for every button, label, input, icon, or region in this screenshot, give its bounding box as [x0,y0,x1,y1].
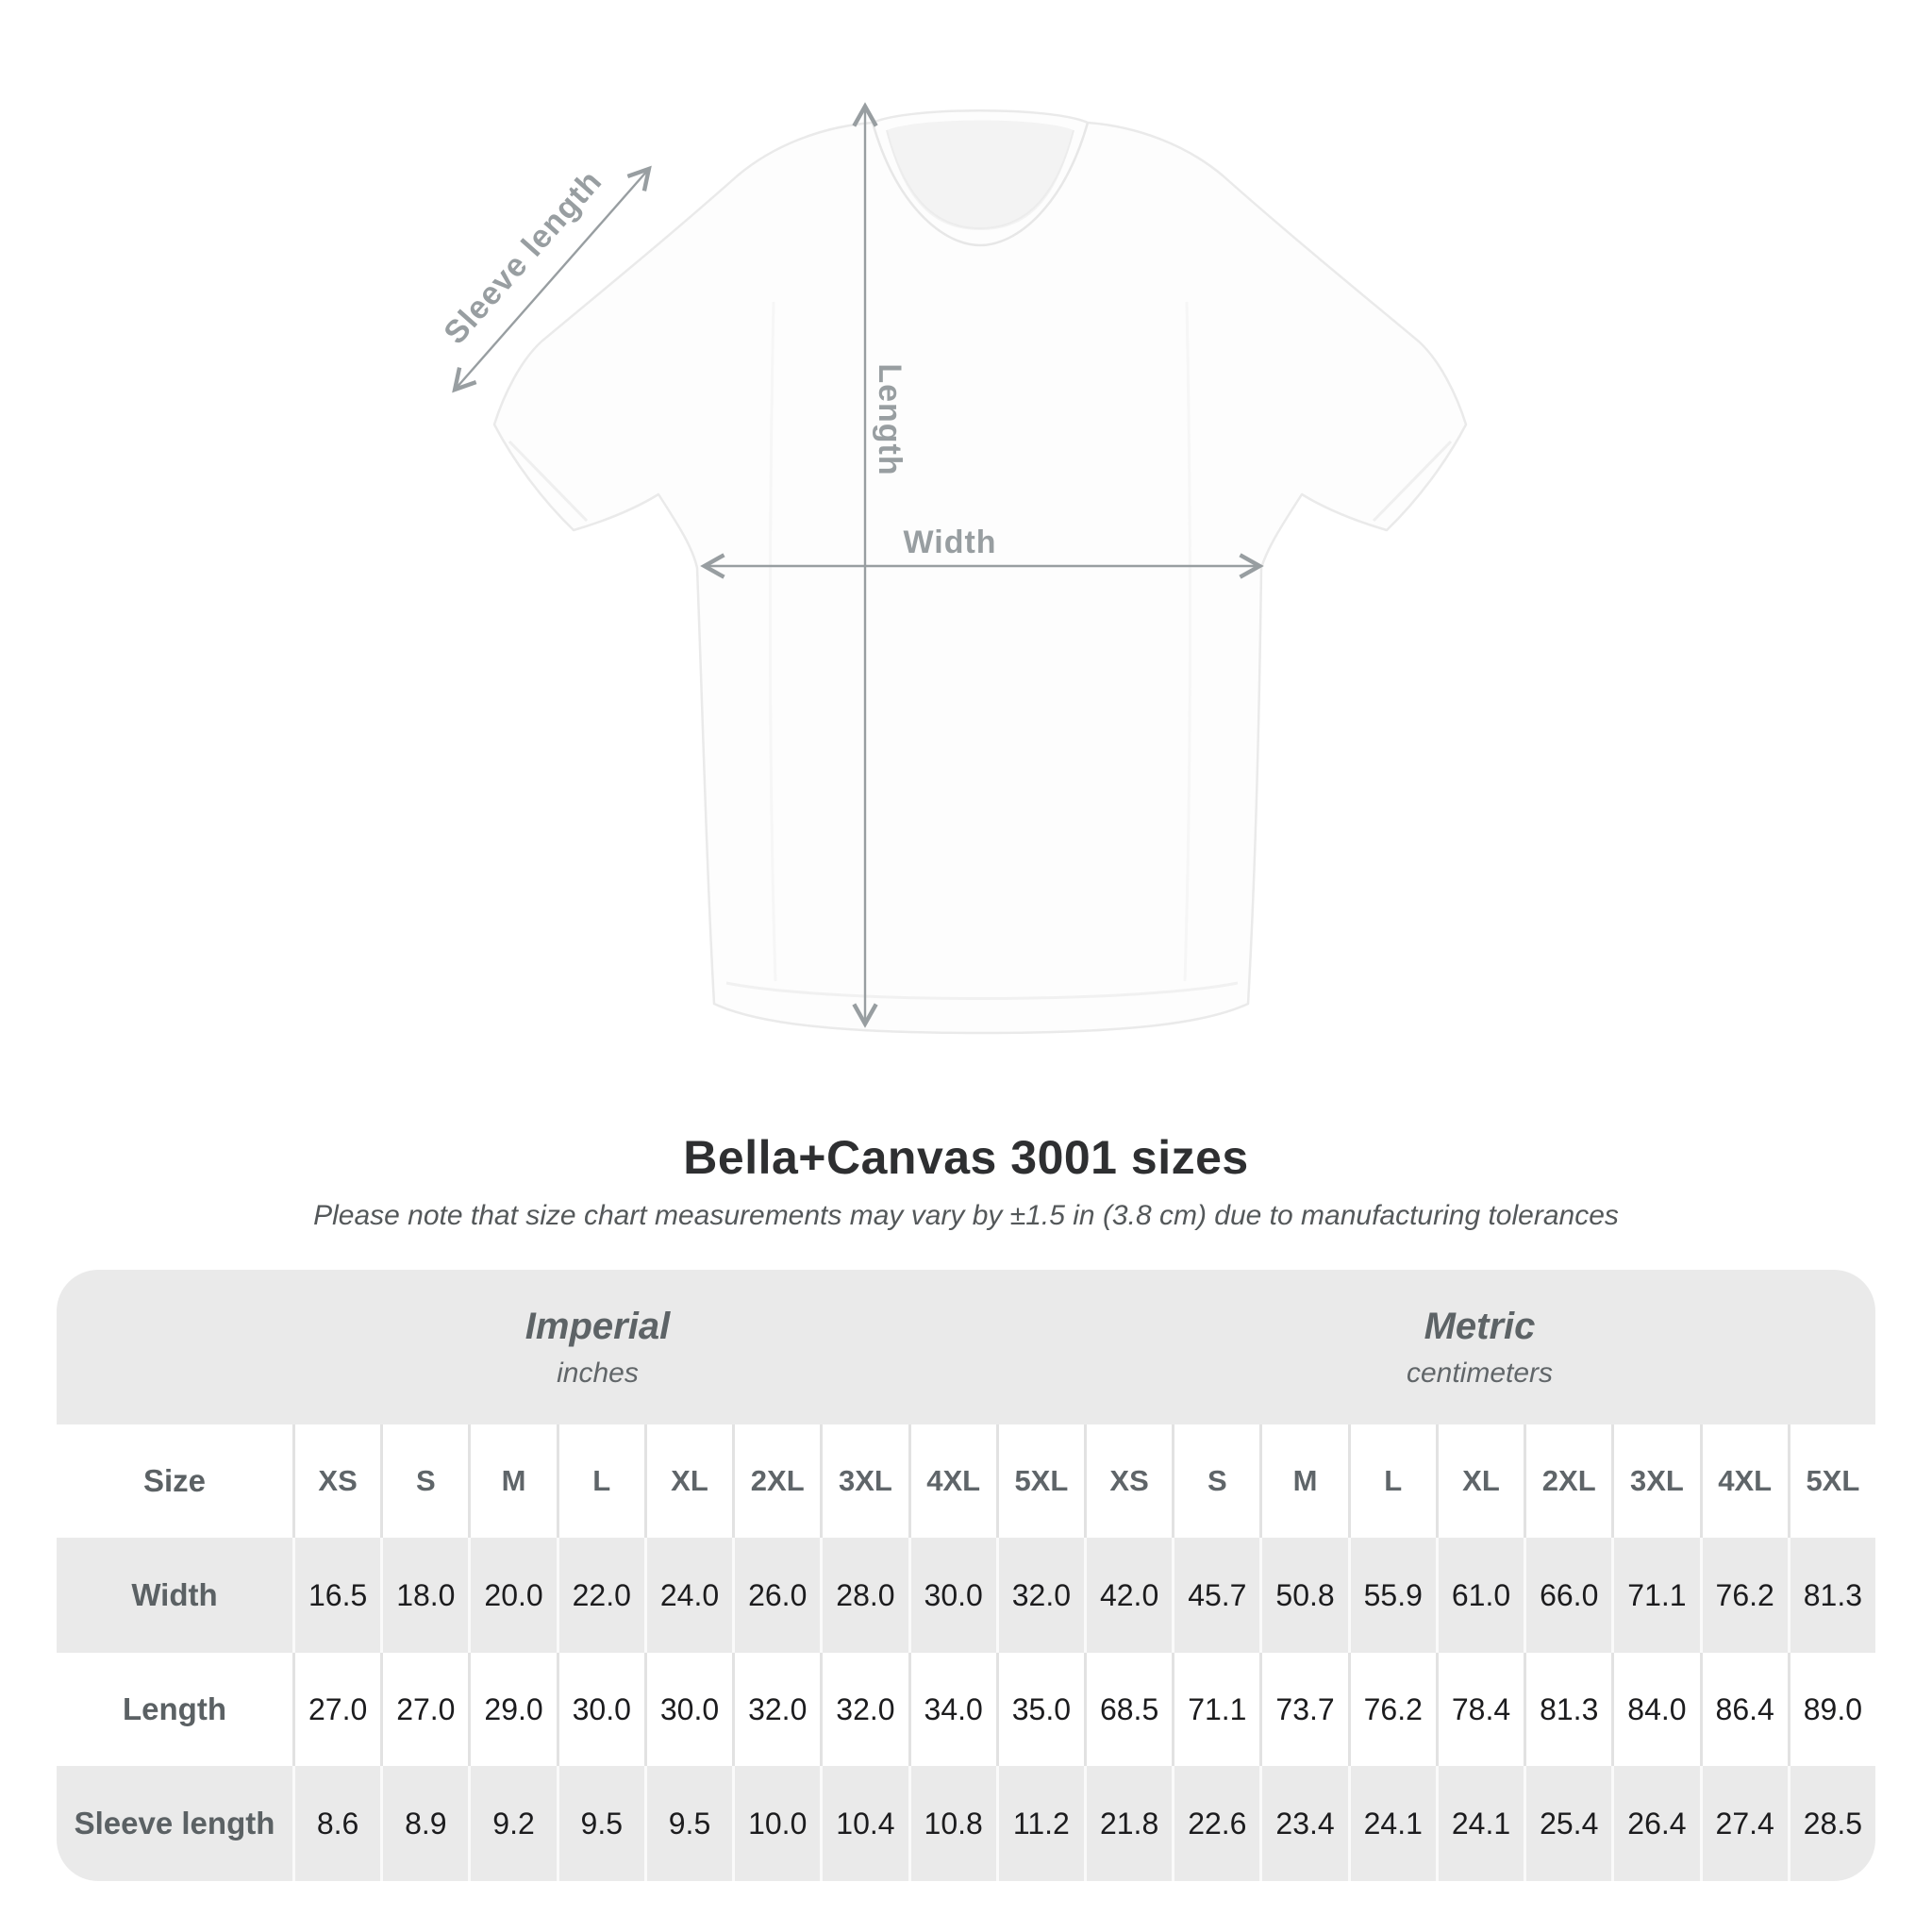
size-col-header-metric-l: L [1348,1424,1436,1538]
value-cell: 35.0 [996,1653,1084,1766]
value-cell: 24.1 [1348,1766,1436,1881]
tshirt-silhouette [494,110,1466,1033]
value-cell: 10.4 [820,1766,908,1881]
value-cell: 9.5 [644,1766,732,1881]
page-title: Bella+Canvas 3001 sizes [683,1131,1249,1184]
value-cell: 84.0 [1611,1653,1699,1766]
size-col-header-metric-3xl: 3XL [1611,1424,1699,1538]
value-cell: 20.0 [468,1538,556,1653]
size-col-header-metric-m: M [1259,1424,1347,1538]
value-cell: 45.7 [1172,1538,1259,1653]
size-col-header-metric-s: S [1172,1424,1259,1538]
value-cell: 42.0 [1084,1538,1172,1653]
value-cell: 27.4 [1700,1766,1788,1881]
imperial-group-unit: inches [557,1357,639,1389]
value-cell: 50.8 [1259,1538,1347,1653]
metric-group-unit: centimeters [1406,1357,1554,1389]
value-cell: 26.4 [1611,1766,1699,1881]
size-col-header-metric-4xl: 4XL [1700,1424,1788,1538]
value-cell: 89.0 [1788,1653,1875,1766]
value-cell: 18.0 [380,1538,468,1653]
size-col-header-imperial-m: M [468,1424,556,1538]
value-cell: 34.0 [908,1653,996,1766]
sleeve-length-label: Sleeve length [437,163,609,352]
size-col-header-imperial-3xl: 3XL [820,1424,908,1538]
value-cell: 71.1 [1172,1653,1259,1766]
length-label: Length [872,363,908,476]
value-cell: 61.0 [1436,1538,1524,1653]
value-cell: 8.6 [292,1766,380,1881]
row-label: Sleeve length [57,1766,292,1881]
metric-group-label: Metric [1424,1305,1536,1347]
value-cell: 68.5 [1084,1653,1172,1766]
value-cell: 76.2 [1700,1538,1788,1653]
size-col-header-imperial-5xl: 5XL [996,1424,1084,1538]
value-cell: 66.0 [1524,1538,1611,1653]
value-cell: 9.5 [557,1766,644,1881]
size-col-header-imperial-xl: XL [644,1424,732,1538]
value-cell: 73.7 [1259,1653,1347,1766]
value-cell: 23.4 [1259,1766,1347,1881]
value-cell: 22.6 [1172,1766,1259,1881]
value-cell: 22.0 [557,1538,644,1653]
value-cell: 24.1 [1436,1766,1524,1881]
value-cell: 32.0 [996,1538,1084,1653]
value-cell: 28.0 [820,1538,908,1653]
value-cell: 32.0 [732,1653,820,1766]
value-cell: 27.0 [292,1653,380,1766]
value-cell: 29.0 [468,1653,556,1766]
size-col-header-metric-xl: XL [1436,1424,1524,1538]
value-cell: 30.0 [908,1538,996,1653]
tolerance-note: Please note that size chart measurements may vary by ±1.5 in (3.8 cm) due to manufacturing tolerances [313,1200,1619,1231]
size-col-header-imperial-4xl: 4XL [908,1424,996,1538]
value-cell: 30.0 [557,1653,644,1766]
imperial-unit-group [57,1270,1084,1424]
value-cell: 8.9 [380,1766,468,1881]
value-cell: 10.0 [732,1766,820,1881]
value-cell: 25.4 [1524,1766,1611,1881]
row-label: Length [57,1653,292,1766]
value-cell: 26.0 [732,1538,820,1653]
value-cell: 24.0 [644,1538,732,1653]
size-corner-label: Size [57,1424,292,1538]
value-cell: 9.2 [468,1766,556,1881]
value-cell: 11.2 [996,1766,1084,1881]
value-cell: 16.5 [292,1538,380,1653]
width-label: Width [903,524,997,560]
imperial-group-label: Imperial [525,1305,671,1347]
value-cell: 55.9 [1348,1538,1436,1653]
size-col-header-imperial-s: S [380,1424,468,1538]
value-cell: 27.0 [380,1653,468,1766]
size-col-header-metric-5xl: 5XL [1788,1424,1875,1538]
size-col-header-imperial-l: L [557,1424,644,1538]
value-cell: 32.0 [820,1653,908,1766]
value-cell: 10.8 [908,1766,996,1881]
size-col-header-imperial-xs: XS [292,1424,380,1538]
value-cell: 21.8 [1084,1766,1172,1881]
size-table [57,1270,1875,1881]
row-label: Width [57,1538,292,1653]
value-cell: 71.1 [1611,1538,1699,1653]
size-col-header-metric-2xl: 2XL [1524,1424,1611,1538]
value-cell: 30.0 [644,1653,732,1766]
size-col-header-imperial-2xl: 2XL [732,1424,820,1538]
value-cell: 76.2 [1348,1653,1436,1766]
value-cell: 28.5 [1788,1766,1875,1881]
value-cell: 86.4 [1700,1653,1788,1766]
value-cell: 78.4 [1436,1653,1524,1766]
size-col-header-metric-xs: XS [1084,1424,1172,1538]
value-cell: 81.3 [1788,1538,1875,1653]
metric-unit-group [1084,1270,1875,1424]
value-cell: 81.3 [1524,1653,1611,1766]
